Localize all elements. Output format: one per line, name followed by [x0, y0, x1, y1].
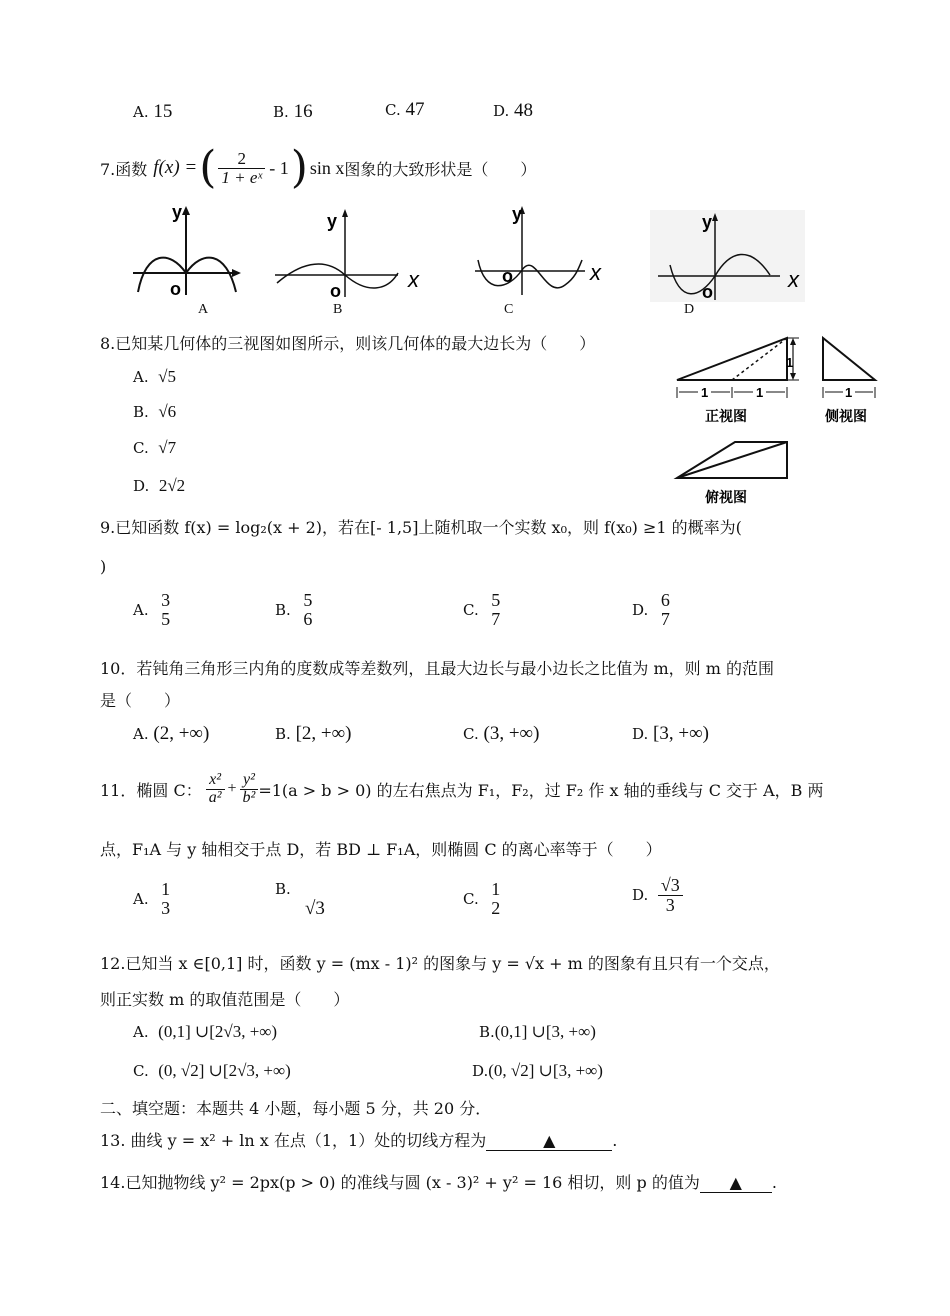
- q9-option-c: C. 5 7: [463, 590, 501, 629]
- q8-three-views-figure: [665, 330, 885, 510]
- q6-option-c: C. 47: [385, 99, 425, 120]
- q13-stem: 13. 曲线 y = x² + ln x 在点（1，1）处的切线方程为 ▲ .: [100, 1131, 618, 1150]
- q11-option-c: C. 1 2: [463, 879, 501, 918]
- q7-graph-d: [650, 210, 810, 302]
- q11-stem-line2: 点，F₁A 与 y 轴相交于点 D，若 BD ⊥ F₁A，则椭圆 C 的离心率等于（ ）: [100, 840, 662, 859]
- q9-option-b: B. 5 6: [275, 590, 313, 629]
- q10-option-a: A. (2, +∞): [133, 723, 210, 744]
- x-axis-label: x: [788, 267, 799, 292]
- q10-option-b: B. [2, +∞): [275, 723, 352, 744]
- q8-option-b: B. √6: [133, 402, 177, 421]
- y-axis-label: y: [512, 204, 523, 224]
- q6-option-b: B. 16: [273, 101, 313, 122]
- q12-option-a: A. (0,1] ∪[2√3, +∞): [133, 1022, 278, 1041]
- q8-stem: 8.已知某几何体的三视图如图所示，则该几何体的最大边长为（ ）: [100, 334, 596, 353]
- q7-caption-d: D: [684, 302, 695, 317]
- q10-stem: 10．若钝角三角形三内角的度数成等差数列，且最大边长与最小边长之比值为 m，则 m 的范围: [100, 659, 774, 678]
- q7-stem: 7.函数 f(x) = ( $\frac{2}{\text{1 + eˣ}}$ - 1 ) sin x 图象的大致形状是（ ）: [100, 142, 537, 193]
- q8-option-c: C. √7: [133, 438, 177, 457]
- q9-stem-tail: ): [100, 557, 107, 576]
- origin-label: o: [330, 281, 341, 300]
- origin-label: o: [502, 266, 513, 286]
- q9-option-d: D. 6 7: [632, 590, 670, 629]
- q12-option-d: D.(0, √2] ∪[3, +∞): [472, 1061, 603, 1080]
- front-view-label: 正视图: [705, 408, 747, 424]
- q6-option-a: A. 15: [133, 101, 173, 122]
- q10-option-d: D. [3, +∞): [632, 723, 709, 744]
- q8-option-d: D. 2√2: [133, 476, 186, 495]
- q11-option-a: A. 1 3: [133, 879, 171, 918]
- y-axis-label: y: [172, 202, 183, 222]
- q9-option-a: A. 3 5: [133, 590, 171, 629]
- q11-option-b: B. √3: [275, 880, 325, 919]
- q11-option-d: D. $\frac{√3}{3}$: [632, 876, 683, 915]
- svg-text:1: 1: [701, 385, 709, 400]
- q7-caption-c: C: [504, 302, 514, 317]
- q7-caption-a: A: [198, 302, 209, 317]
- q7-graph-c: [470, 200, 620, 300]
- origin-label: o: [702, 282, 713, 302]
- q14-stem: 14.已知抛物线 y² = 2px(p > 0) 的准线与圆 (x - 3)² + y² = 16 相切，则 p 的值为 ▲ .: [100, 1173, 777, 1192]
- q10-stem-tail: 是（ ）: [100, 691, 181, 710]
- q7-graph-b: [273, 205, 433, 300]
- q7-graph-a: [128, 200, 248, 300]
- q11-stem: 11．椭圆 C： $\frac{\text{x²}}{\text{a²}}$ + $\frac{\text{y²}}{\text{b²}}$ =1(a > b > 0) 的左右焦点为 F₁，F₂，过 F₂ 作 x 轴的垂线与 C 交于 A，B 两: [100, 771, 824, 806]
- q7-caption-b: B: [333, 302, 343, 317]
- q6-option-d: D. 48: [493, 100, 534, 121]
- q12-option-c: C. (0, √2] ∪[2√3, +∞): [133, 1061, 291, 1080]
- q12-stem: 12.已知当 x ∈[0,1] 时，函数 y = (mx - 1)² 的图象与 y = √x + m 的图象有且只有一个交点，: [100, 954, 780, 973]
- q8-option-a: A. √5: [133, 367, 176, 386]
- q10-option-c: C. (3, +∞): [463, 723, 540, 744]
- q13-answer-blank[interactable]: ▲: [486, 1131, 612, 1151]
- origin-label: o: [170, 279, 181, 299]
- y-axis-label: y: [327, 211, 338, 231]
- top-view-label: 俯视图: [705, 489, 747, 505]
- side-view-label: 侧视图: [825, 408, 867, 424]
- q9-stem: 9.已知函数 f(x) = log₂(x + 2)，若在[- 1,5]上随机取一个实数 x₀，则 f(x₀) ≥1 的概率为(: [100, 518, 742, 537]
- q14-answer-blank[interactable]: ▲: [700, 1173, 772, 1193]
- svg-text:1: 1: [756, 385, 764, 400]
- section-2-heading: 二、填空题：本题共 4 小题，每小题 5 分，共 20 分．: [100, 1099, 492, 1118]
- svg-text:1: 1: [786, 355, 794, 370]
- q12-option-b: B.(0,1] ∪[3, +∞): [479, 1022, 596, 1041]
- x-axis-label: x: [590, 260, 601, 285]
- y-axis-label: y: [702, 212, 713, 232]
- q12-stem-line2: 则正实数 m 的取值范围是（ ）: [100, 990, 350, 1009]
- svg-text:1: 1: [845, 385, 853, 400]
- x-axis-label: x: [408, 267, 419, 292]
